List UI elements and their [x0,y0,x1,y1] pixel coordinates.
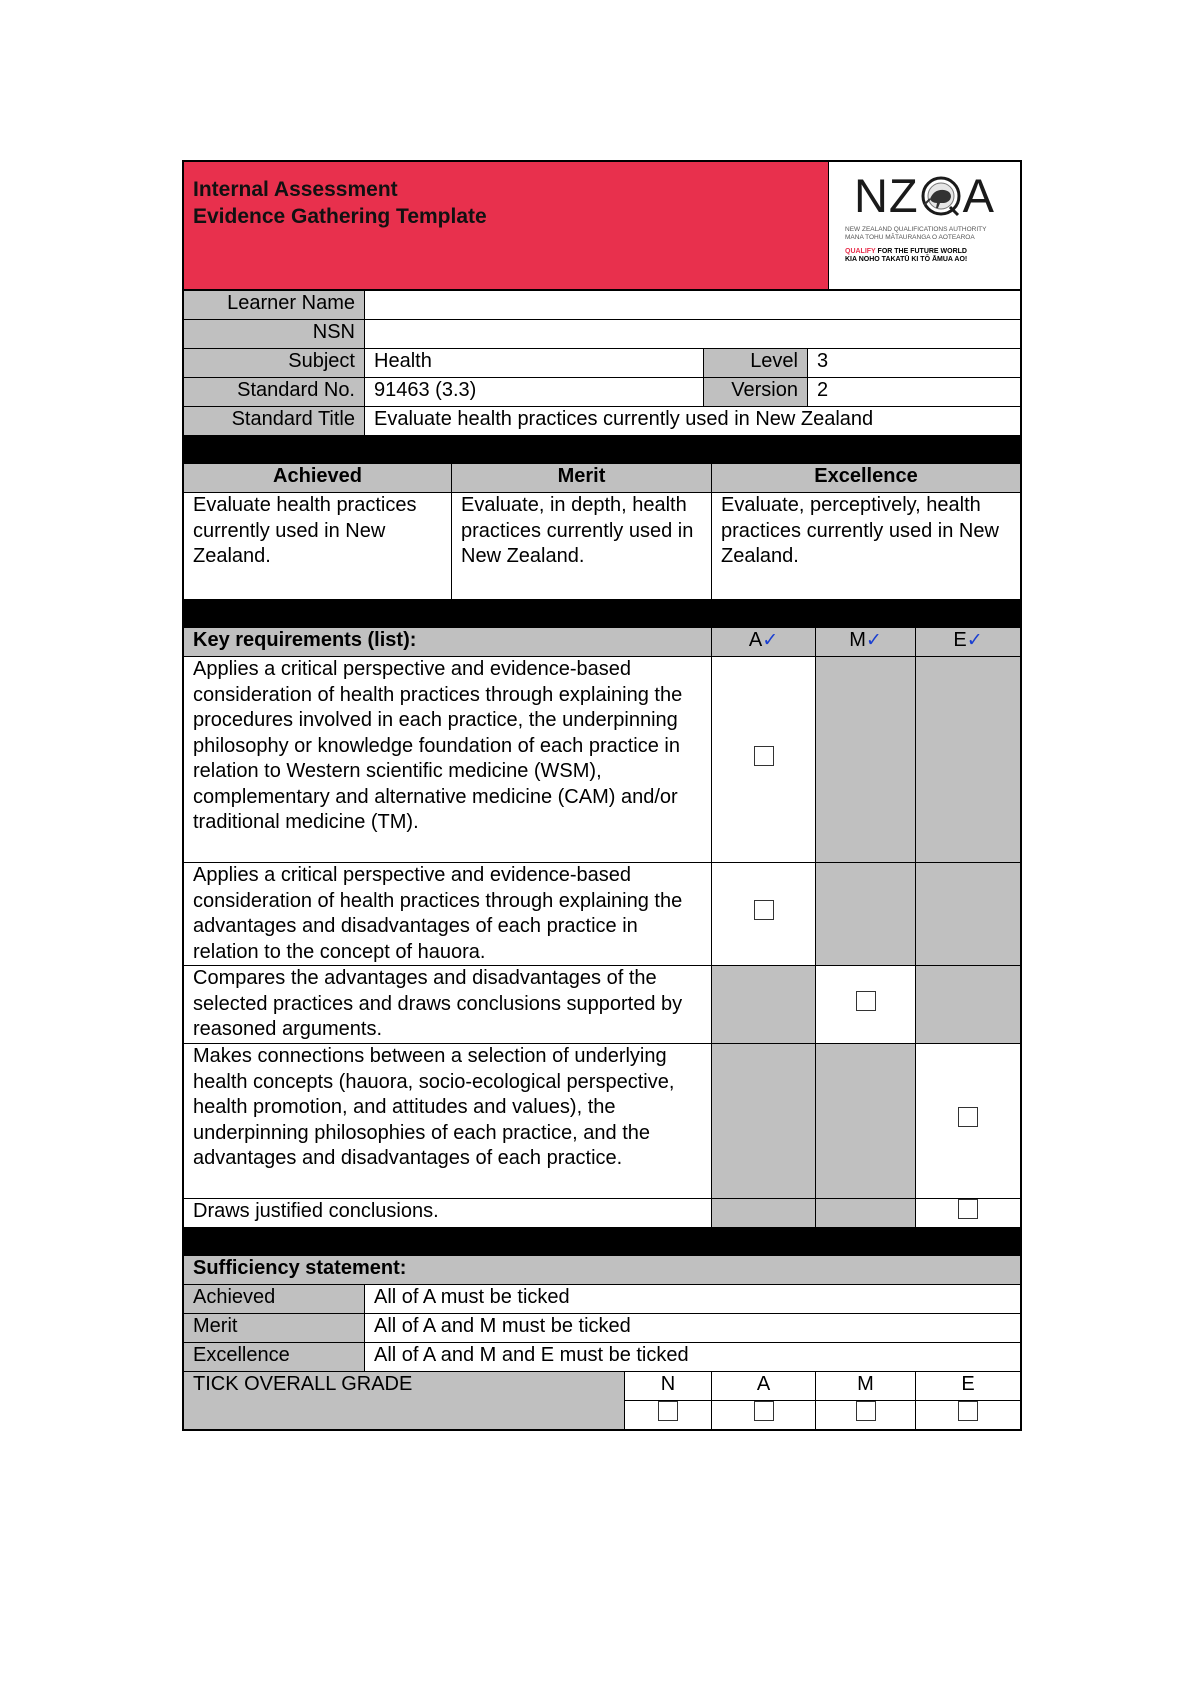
info-table [183,290,1021,463]
section-divider [184,600,1021,627]
checkbox-m-1[interactable] [856,991,876,1011]
sufficiency-statement: All of A and M and E must be ticked [365,1343,1021,1372]
sufficiency-statement: All of A and M must be ticked [365,1314,1021,1343]
subject-value: Health [365,349,704,378]
criteria-header-achieved: Achieved [184,464,452,493]
header-title-line2: Evidence Gathering Template [193,205,487,228]
nzqa-logo [829,162,1021,290]
criteria-merit-text: Evaluate, in depth, health practices currently used in New Zealand. [452,493,712,600]
requirement-text: Applies a critical perspective and evidence-based consideration of health practices through explaining the advantages and disadvantages of each practice in relation to the concept of hauora. [184,863,712,966]
requirement-text: Compares the advantages and disadvantages of the selected practices and draws conclusions supported by reasoned arguments. [184,966,712,1044]
subject-label: Subject [184,349,365,378]
requirement-row [184,966,1021,1044]
checkbox-a-1[interactable] [754,746,774,766]
version-value: 2 [808,378,1021,407]
tick-icon: ✓ [762,630,779,651]
learner-name-field[interactable] [365,291,1021,320]
standard-title-value: Evaluate health practices currently used in New Zealand [365,407,1021,436]
requirement-row [184,863,1021,966]
criteria-excellence-text: Evaluate, perceptively, health practices currently used in New Zealand. [712,493,1021,600]
sufficiency-table [183,1255,1021,1430]
logo-wordmark: NZ A [853,169,995,222]
checkbox-e-1[interactable] [958,1107,978,1127]
overall-col-m: M [816,1372,916,1401]
criteria-table [183,463,1021,627]
learner-name-label: Learner Name [184,291,365,320]
sufficiency-grade: Achieved [184,1285,365,1314]
col-m-header: M✓ [816,628,916,657]
level-label: Level [704,349,808,378]
requirement-text: Makes connections between a selection of underlying health concepts (hauora, socio-ecological perspective, health promotion, and attitudes and values), the underpinning philosophies of each practice, and the advantages and disadvantages of each practice. [184,1044,712,1199]
section-divider [184,436,1021,463]
sufficiency-header: Sufficiency statement: [184,1256,1021,1285]
level-value: 3 [808,349,1021,378]
nsn-field[interactable] [365,320,1021,349]
header-table [183,161,1021,290]
checkbox-e-2[interactable] [958,1199,978,1219]
criteria-achieved-text: Evaluate health practices currently used in New Zealand. [184,493,452,600]
criteria-header-merit: Merit [452,464,712,493]
requirement-row [184,657,1021,863]
logo-subtitle: NEW ZEALAND QUALIFICATIONS AUTHORITY MANA TOHU MĀTAURANGA O AOTEAROA [845,226,987,241]
logo-tagline: QUALIFY FOR THE FUTURE WORLD KIA NOHO TAKATŪ KI TŌ ĀMUA AO! [845,248,968,263]
kiwi-globe-icon [920,175,962,217]
criteria-header-excellence: Excellence [712,464,1021,493]
header-banner [184,162,829,290]
header-title-line1: Internal Assessment [193,178,398,201]
col-e-header: E✓ [916,628,1021,657]
overall-grade-label: TICK OVERALL GRADE [184,1372,625,1430]
tick-icon: ✓ [966,630,983,651]
requirement-row [184,1044,1021,1199]
checkbox-a-2[interactable] [754,900,774,920]
sufficiency-statement: All of A must be ticked [365,1285,1021,1314]
overall-col-n: N [625,1372,712,1401]
col-a-header: A✓ [712,628,816,657]
sufficiency-grade: Excellence [184,1343,365,1372]
requirement-row [184,1199,1021,1228]
overall-checkbox-a[interactable] [754,1401,774,1421]
requirements-header: Key requirements (list): [184,628,712,657]
nsn-label: NSN [184,320,365,349]
standard-no-label: Standard No. [184,378,365,407]
overall-checkbox-n[interactable] [658,1401,678,1421]
standard-title-label: Standard Title [184,407,365,436]
overall-checkbox-m[interactable] [856,1401,876,1421]
requirement-text: Draws justified conclusions. [184,1199,712,1228]
version-label: Version [704,378,808,407]
requirement-text: Applies a critical perspective and evidence-based consideration of health practices through explaining the procedures involved in each practice, the underpinning philosophy or knowledge foundation of each practice in relation to Western scientific medicine (WSM), complementary and alternative medicine (CAM) and/or traditional medicine (TM). [184,657,712,863]
sufficiency-grade: Merit [184,1314,365,1343]
standard-no-value: 91463 (3.3) [365,378,704,407]
overall-checkbox-e[interactable] [958,1401,978,1421]
tick-icon: ✓ [865,630,882,651]
requirements-table [183,627,1021,1255]
section-divider [184,1228,1021,1255]
evidence-template [182,160,1022,1431]
overall-col-a: A [712,1372,816,1401]
overall-col-e: E [916,1372,1021,1401]
